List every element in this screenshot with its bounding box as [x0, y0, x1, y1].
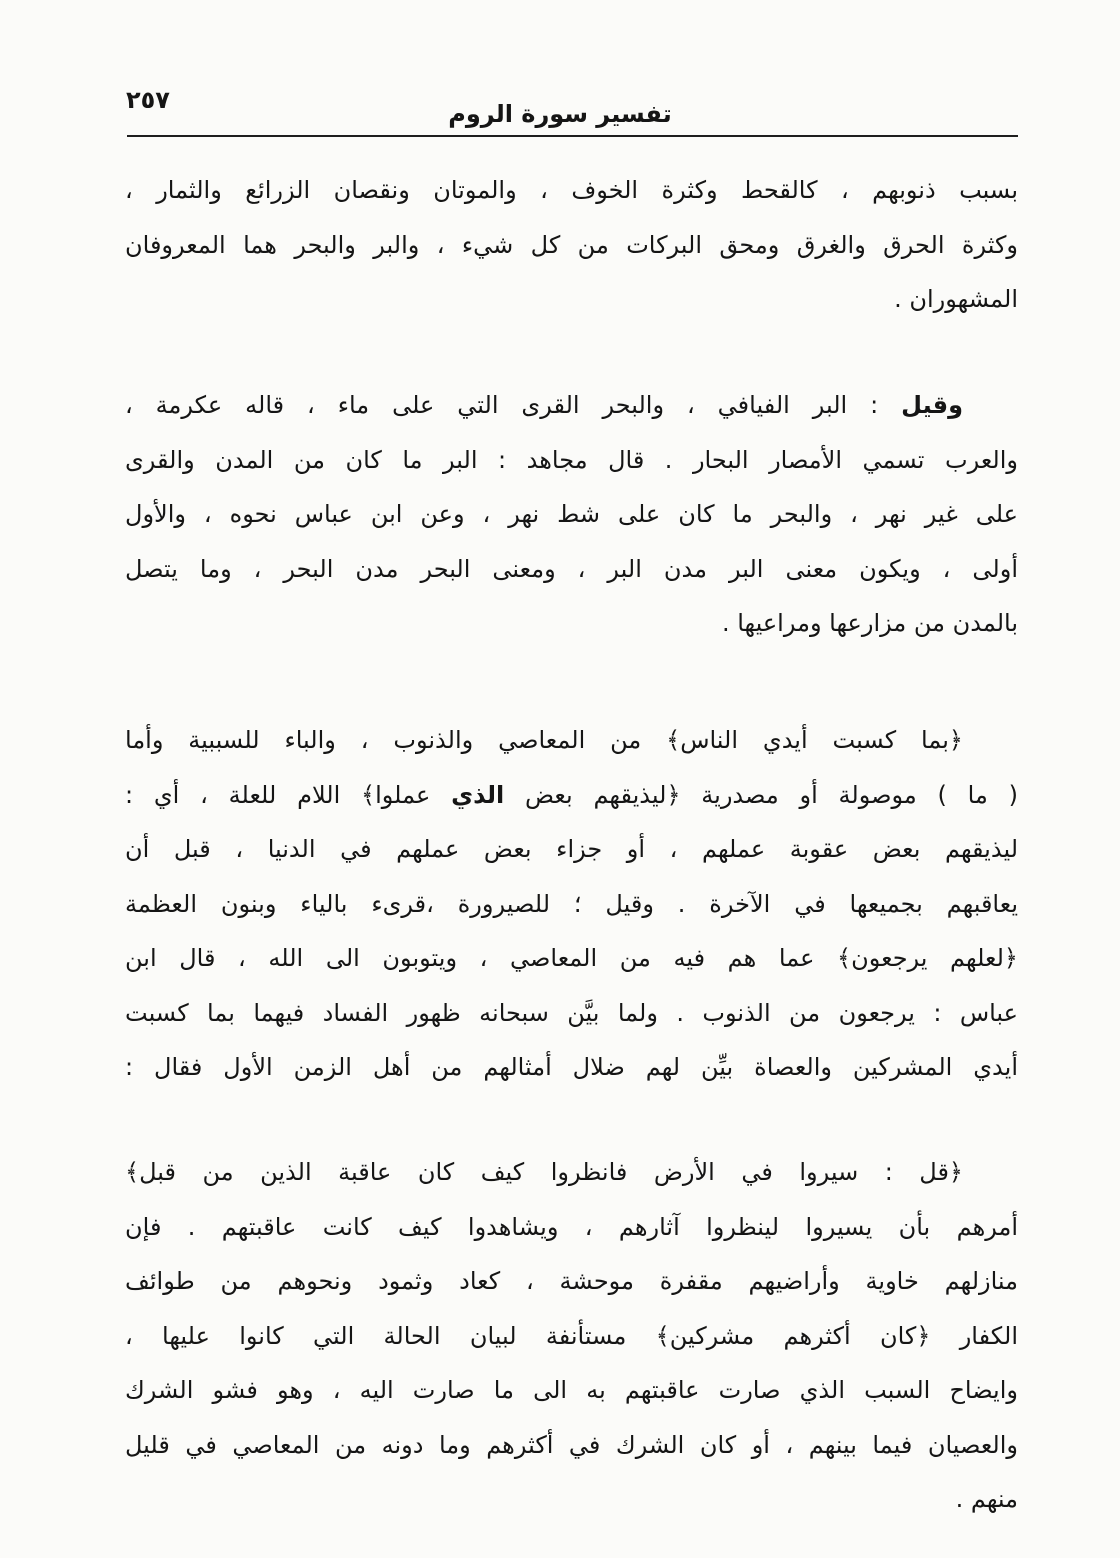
- text-line: منازلهم خاوية وأراضيهم مقفرة موحشة ، كعاد وثمود ونحوهم من طوائف: [125, 1267, 1018, 1295]
- running-title: تفسير سورة الروم: [448, 100, 672, 128]
- text-line: على غير نهر ، والبحر ما كان على شط نهر ، وعن ابن عباس نحوه ، والأول: [125, 500, 1018, 528]
- text-line: منهم .: [955, 1485, 1018, 1513]
- bold-word: الذي: [451, 780, 505, 809]
- header-rule: [127, 135, 1018, 137]
- text-line: ﴿بما كسبت أيدي الناس﴾ من المعاصي والذنوب ، والباء للسببية وأما: [125, 726, 963, 754]
- text-line: [125, 768, 1018, 823]
- text-line: أمرهم بأن يسيروا لينظروا آثارهم ، ويشاهدوا كيف كانت عاقبتهم . فإن: [125, 1212, 1018, 1241]
- text-line: المشهوران .: [894, 285, 1018, 313]
- text-line: أيدي المشركين والعصاة بيِّن لهم ضلال أمثالهم من أهل الزمن الأول فقال :: [125, 1053, 1018, 1081]
- paragraph-4: [125, 1145, 1018, 1527]
- text-line: بسبب ذنوبهم ، كالقحط وكثرة الخوف ، والموتان ونقصان الزرائع والثمار ،: [125, 176, 1018, 204]
- line-text: : البر الفيافي ، والبحر القرى التي على ماء ، قاله عكرمة ،: [125, 391, 902, 419]
- line-text: عملوا﴾ اللام للعلة ، أي :: [125, 780, 452, 809]
- text-line: [125, 378, 1018, 433]
- text-line: والعصيان فيما بينهم ، أو كان الشرك في أكثرهم وما دونه من المعاصي في قليل: [125, 1430, 1018, 1459]
- text-line: الكفار ﴿كان أكثرهم مشركين﴾ مستأنفة لبيان الحالة التي كانوا عليها ،: [125, 1321, 1018, 1350]
- text-line: والعرب تسمي الأمصار البحار . قال مجاهد : البر ما كان من المدن والقرى: [125, 445, 1018, 474]
- text-line: ليذيقهم بعض عقوبة عملهم ، أو جزاء بعض عملهم في الدنيا ، قبل أن: [125, 835, 1018, 863]
- paragraph-1: [125, 163, 1018, 327]
- text-line: بالمدن من مزارعها ومراعيها .: [721, 609, 1018, 637]
- text-line: ﴿لعلهم يرجعون﴾ عما هم فيه من المعاصي ، ويتوبون الى الله ، قال ابن: [125, 944, 1018, 972]
- text-line: وايضاح السبب الذي صارت عاقبتهم به الى ما صارت اليه ، وهو فشو الشرك: [125, 1376, 1018, 1404]
- text-line: عباس : يرجعون من الذنوب . ولما بيَّن سبحانه ظهور الفساد فيهما بما كسبت: [125, 998, 1018, 1027]
- text-line: ﴿قل : سيروا في الأرض فانظروا كيف كان عاقبة الذين من قبل﴾: [125, 1158, 963, 1186]
- text-line: أولى ، ويكون معنى البر مدن البر ، ومعنى البحر مدن البحر ، وما يتصل: [125, 554, 1018, 583]
- line-text: ( ما ) موصولة أو مصدرية ﴿ليذيقهم بعض: [504, 780, 1018, 809]
- paragraph-3: [125, 713, 1018, 1095]
- bold-lead-word: وقيل: [901, 391, 963, 419]
- paragraph-2: [125, 378, 1018, 651]
- page-number: ٢٥٧: [126, 86, 170, 114]
- text-line: يعاقبهم بجميعها في الآخرة . وقيل ؛ للصيرورة ،قرىء بالياء وبنون العظمة: [125, 889, 1018, 918]
- text-line: وكثرة الحرق والغرق ومحق البركات من كل شيء ، والبر والبحر هما المعروفان: [125, 230, 1018, 259]
